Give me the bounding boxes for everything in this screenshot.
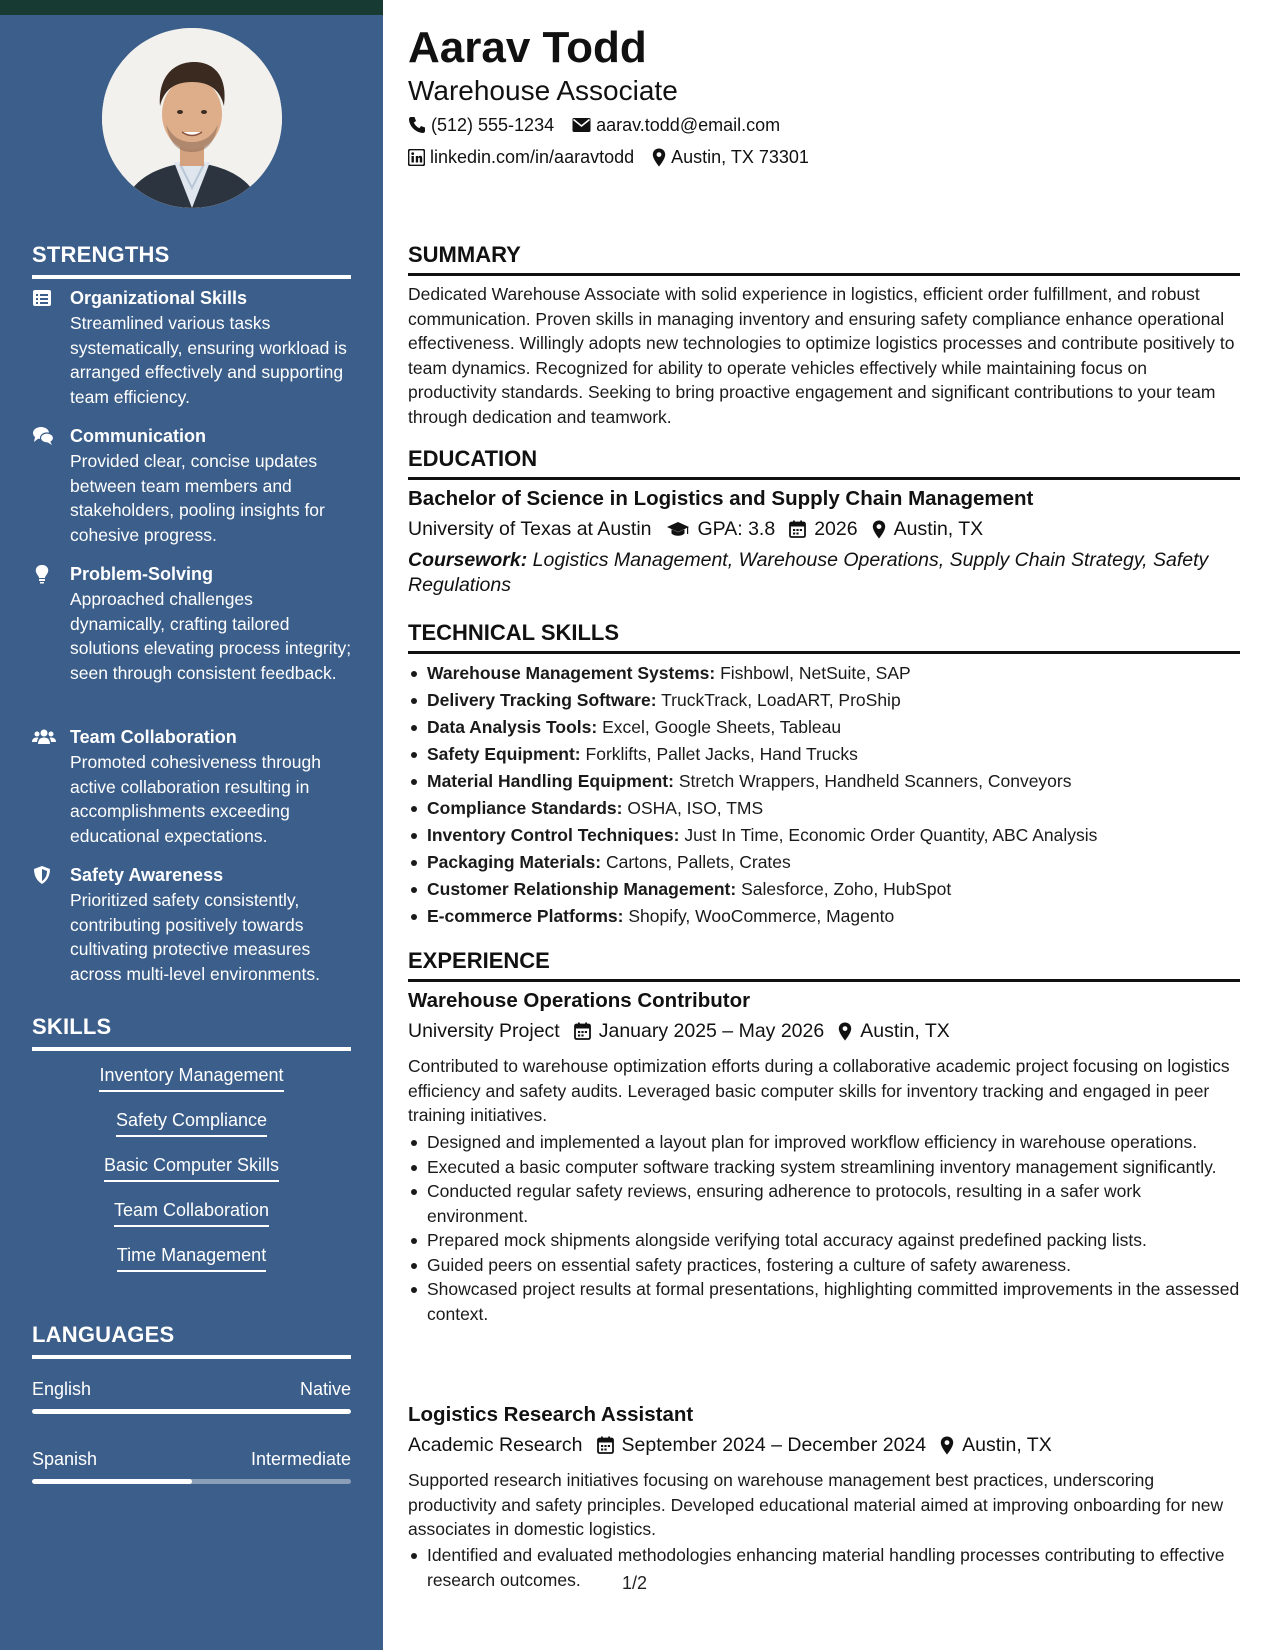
phone-contact xyxy=(408,113,554,137)
strength-description: Streamlined various tasks systematically, ensuring workload is arranged effectively and supporting team efficiency. xyxy=(70,313,347,407)
job-entry-meta xyxy=(408,1432,1066,1458)
list-item: Compliance Standards: OSHA, ISO, TMS xyxy=(408,795,1240,822)
technical-skills-list xyxy=(408,660,1240,930)
job-dates: January 2025 – May 2026 xyxy=(574,1018,825,1044)
linkedin-url[interactable]: linkedin.com/in/aaravtodd xyxy=(430,147,635,167)
coursework-list: Logistics Management, Warehouse Operations, Supply Chain Strategy, Safety Regulations xyxy=(408,549,1209,596)
strength-description: Provided clear, concise updates between team members and stakeholders, pooling insights for cohesive progress. xyxy=(70,451,325,545)
envelope-icon xyxy=(572,117,591,133)
language-name: English xyxy=(32,1379,92,1399)
email-address[interactable]: aarav.todd@email.com xyxy=(596,115,781,135)
avatar xyxy=(102,28,282,208)
job-bullets xyxy=(408,1543,1240,1592)
job-location: Austin, TX xyxy=(940,1432,1052,1458)
strength-description: Prioritized safety consistently, contributing positively towards cultivating protective measures across multi-level environments. xyxy=(70,890,320,984)
language-name: Spanish xyxy=(32,1449,98,1469)
contact-row xyxy=(408,113,798,137)
list-icon xyxy=(32,288,54,310)
language-proficiency-fill xyxy=(32,1479,192,1484)
list-item: Conducted regular safety reviews, ensuring adherence to protocols, resulting in a safer work environment. xyxy=(408,1179,1240,1228)
coursework xyxy=(408,548,1240,598)
calendar-icon xyxy=(597,1436,614,1454)
job-entry-title: Logistics Research Assistant xyxy=(408,1403,694,1426)
language-row xyxy=(32,1376,351,1402)
map-pin-icon xyxy=(838,1022,852,1041)
map-pin-icon xyxy=(872,520,886,539)
technical-skills-heading: TECHNICAL SKILLS xyxy=(408,619,1240,654)
linkedin-contact xyxy=(408,145,634,169)
phone-icon xyxy=(408,116,426,134)
education-meta xyxy=(408,516,997,542)
school-name: University of Texas at Austin xyxy=(408,518,652,540)
calendar-icon xyxy=(574,1022,591,1040)
strength-title: Team Collaboration xyxy=(70,727,237,747)
list-item: Guided peers on essential safety practices, fostering a culture of safety awareness. xyxy=(408,1253,1240,1278)
language-row xyxy=(32,1446,351,1472)
strength-item xyxy=(32,562,352,685)
strength-title: Problem-Solving xyxy=(70,564,214,584)
job-title: Warehouse Associate xyxy=(408,75,678,106)
contact-row xyxy=(408,145,827,169)
job-bullets xyxy=(408,1130,1240,1326)
education-location: Austin, TX xyxy=(872,516,984,542)
list-item: Showcased project results at formal presentations, highlighting committed improvements in the assessed context. xyxy=(408,1277,1240,1326)
job-entry-title: Warehouse Operations Contributor xyxy=(408,989,751,1012)
language-proficiency-bar xyxy=(32,1479,351,1484)
page-number: 1/2 xyxy=(622,1573,648,1593)
graduation-cap-icon xyxy=(666,520,690,538)
email-contact xyxy=(572,113,780,137)
strength-title: Safety Awareness xyxy=(70,865,224,885)
strength-item xyxy=(32,863,352,986)
summary-text: Dedicated Warehouse Associate with solid experience in logistics, efficient order fulfillment, and robust communication. Proven skills in managing inventory and ensuring safety compliance enhance operational effectiveness. Willingly adopts new technologies to optimize logistics processes and contribute positively to team dynamics. Recognized for ability to operate vehicles effectively while maintaining focus on productivity standards. Seeking to bring proactive engagement and significant contributions to your team through dedication and teamwork. xyxy=(408,284,1235,427)
gpa: GPA: 3.8 xyxy=(666,516,776,542)
list-item: Executed a basic computer software tracking system streamlining inventory management significantly. xyxy=(408,1155,1240,1180)
language-level: Intermediate xyxy=(250,1449,351,1469)
list-item: Identified and evaluated methodologies enhancing material handling processes contributing to effective research outcomes. xyxy=(408,1543,1240,1592)
sidebar xyxy=(0,0,383,1650)
chat-icon xyxy=(32,426,54,448)
graduation-year: 2026 xyxy=(789,516,857,542)
language-proficiency-fill xyxy=(32,1409,351,1414)
experience-heading: EXPERIENCE xyxy=(408,947,1240,982)
strength-description: Promoted cohesiveness through active collaboration resulting in accomplishments exceeding educational expectations. xyxy=(70,752,321,846)
job-organization: Academic Research xyxy=(408,1434,583,1456)
location-text: Austin, TX 73301 xyxy=(671,147,809,167)
list-item: Warehouse Management Systems: Fishbowl, NetSuite, SAP xyxy=(408,660,1240,687)
list-item: E-commerce Platforms: Shopify, WooCommerce, Magento xyxy=(408,903,1240,930)
strength-item xyxy=(32,424,352,547)
skill-tag: Basic Computer Skills xyxy=(32,1152,351,1182)
job-dates: September 2024 – December 2024 xyxy=(597,1432,927,1458)
language-proficiency-bar xyxy=(32,1409,351,1414)
job-summary: Supported research initiatives focusing on warehouse management best practices, underscoring productivity and safety principles. Developed educational material aimed at improving onboarding for new associates in domestic logistics. xyxy=(408,1470,1224,1539)
strength-description: Approached challenges dynamically, crafting tailored solutions elevating process integrity; seen through consistent feedback. xyxy=(70,589,352,683)
strength-title: Organizational Skills xyxy=(70,288,248,308)
list-item: Safety Equipment: Forklifts, Pallet Jacks, Hand Trucks xyxy=(408,741,1240,768)
education-heading: EDUCATION xyxy=(408,445,1240,480)
sidebar-top-bar xyxy=(0,0,383,15)
job-organization: University Project xyxy=(408,1020,560,1042)
skill-tag: Inventory Management xyxy=(32,1062,351,1092)
language-level: Native xyxy=(299,1379,351,1399)
list-item: Packaging Materials: Cartons, Pallets, Crates xyxy=(408,849,1240,876)
map-pin-icon xyxy=(940,1436,954,1455)
shield-icon xyxy=(32,865,54,887)
lightbulb-icon xyxy=(32,564,54,586)
list-item: Customer Relationship Management: Salesforce, Zoho, HubSpot xyxy=(408,876,1240,903)
linkedin-icon xyxy=(408,149,425,166)
languages-heading: LANGUAGES xyxy=(32,1321,351,1359)
coursework-label: Coursework: xyxy=(408,549,528,571)
strength-item xyxy=(32,725,352,848)
list-item: Data Analysis Tools: Excel, Google Sheets, Tableau xyxy=(408,714,1240,741)
job-summary: Contributed to warehouse optimization efforts during a collaborative academic project focusing on logistics efficiency and safety audits. Leveraged basic computer skills for inventory tracking and engaged in peer training initiatives. xyxy=(408,1056,1230,1125)
candidate-name: Aarav Todd xyxy=(408,23,647,72)
skill-tag: Team Collaboration xyxy=(32,1197,351,1227)
strength-title: Communication xyxy=(70,426,207,446)
strengths-heading: STRENGTHS xyxy=(32,241,351,279)
summary-heading: SUMMARY xyxy=(408,241,1240,276)
list-item: Inventory Control Techniques: Just In Time, Economic Order Quantity, ABC Analysis xyxy=(408,822,1240,849)
calendar-icon xyxy=(789,520,806,538)
skill-tag: Safety Compliance xyxy=(32,1107,351,1137)
list-item: Prepared mock shipments alongside verifying total accuracy against predefined packing lists. xyxy=(408,1228,1240,1253)
phone-number: (512) 555-1234 xyxy=(431,115,555,135)
list-item: Designed and implemented a layout plan for improved workflow efficiency in warehouse operations. xyxy=(408,1130,1240,1155)
degree-title: Bachelor of Science in Logistics and Supply Chain Management xyxy=(408,487,1034,510)
map-pin-icon xyxy=(652,148,666,167)
strength-item xyxy=(32,286,352,409)
job-location: Austin, TX xyxy=(838,1018,950,1044)
location-contact xyxy=(652,145,809,169)
list-item: Delivery Tracking Software: TruckTrack, LoadART, ProShip xyxy=(408,687,1240,714)
skills-heading: SKILLS xyxy=(32,1013,351,1051)
job-entry-meta xyxy=(408,1018,964,1044)
list-item: Material Handling Equipment: Stretch Wrappers, Handheld Scanners, Conveyors xyxy=(408,768,1240,795)
users-icon xyxy=(32,727,54,749)
skill-tag: Time Management xyxy=(32,1242,351,1272)
